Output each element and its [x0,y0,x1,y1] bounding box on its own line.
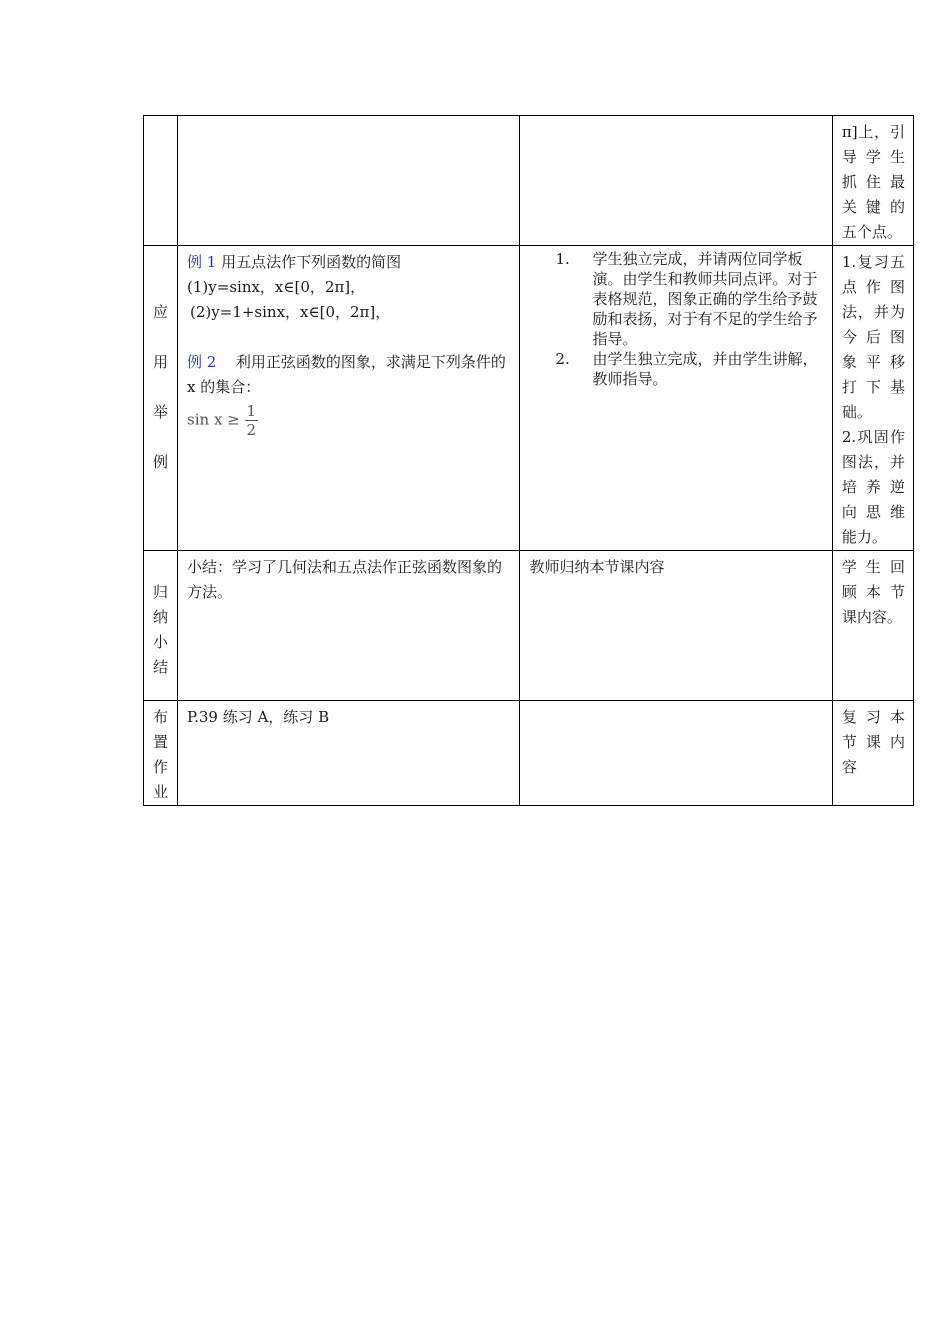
purpose-line: 向 思 维 [841,503,905,521]
activity-cell [520,701,832,806]
purpose-cell [832,551,913,701]
purpose-line: 培 养 逆 [841,478,905,496]
activity-text: 教师归纳本节课内容 [529,558,665,576]
purpose-line: 今 后 图 [841,328,905,346]
table-row-continuation [144,116,914,246]
stage-label-char: 例 [153,453,169,471]
fraction [245,402,259,439]
stage-label-cell [144,116,178,246]
content-cell [178,551,520,701]
table-row-homework [144,701,914,806]
purpose-cell [832,116,913,246]
content-cell [178,116,520,246]
table-row-summary [144,551,914,701]
purpose-line: 图法，并 [841,453,905,471]
stage-label-char: 布 [153,708,169,726]
purpose-line: 点 作 图 [841,278,905,296]
example-2-heading [187,350,511,400]
activity-text [520,701,831,705]
purpose-cell [832,246,913,551]
purpose-line: 节 课 内 [841,733,905,751]
stage-label-char: 置 [153,733,169,751]
fraction-numerator: 1 [246,402,257,420]
purpose-line: π]上，引 [841,123,905,141]
purpose-line: 2.巩固作 [841,428,905,446]
purpose-cell [832,701,913,806]
purpose-line: 学 生 回 [841,558,905,576]
inequality-lhs: sin x ≥ [187,410,240,429]
stage-label-char: 举 [153,403,169,421]
fraction-denominator: 2 [246,421,257,439]
stage-label-char: 用 [153,353,169,371]
activity-cell [520,551,832,701]
purpose-line: 象 平 移 [841,353,905,371]
stage-label-char: 作 [153,758,169,776]
list-item-text: 学生独立完成，并请两位同学板演。由学生和教师共同点评。对于表格规范，图象正确的学生给予鼓励和表扬，对于有不足的学生给予指导。 [592,250,818,348]
example-1-text: 用五点法作下列函数的简图 [221,253,402,271]
stage-label-cell [144,246,178,551]
activity-cell [520,246,832,551]
inequality [187,402,511,439]
stage-label-char: 小 [153,633,169,651]
stage-label-char: 归 [153,583,169,601]
homework-text: P.39 练习 A，练习 B [187,708,330,726]
example-1-tag: 例 1 [187,253,217,271]
list-item-number: 1. [555,250,570,268]
purpose-line: 关 键 的 [841,198,905,216]
purpose-line: 础。 [841,403,872,421]
stage-label-char: 业 [153,783,169,801]
example-2-text: 利用正弦函数的图象，求满足下列条件的 x 的集合： [187,353,506,396]
example-1-item-1: (1)y=sinx，x∈[0，2π]， [187,278,366,296]
example-1-heading [187,250,511,275]
stage-label-char: 纳 [153,608,169,626]
stage-label-cell [144,551,178,701]
table-row-application-examples [144,246,914,551]
purpose-line: 抓 住 最 [841,173,905,191]
list-item-number: 2. [555,350,570,368]
stage-label-char: 结 [153,658,169,676]
purpose-line: 课内容。 [841,608,902,626]
example-1-item-2: (2)y=1+sinx，x∈[0，2π]， [190,303,391,321]
stage-label-cell [144,701,178,806]
purpose-line: 顾 本 节 [841,583,905,601]
purpose-line: 容 [841,758,857,776]
example-2-tag: 例 2 [187,353,217,371]
activity-cell [520,116,832,246]
purpose-line: 五个点。 [841,223,902,241]
purpose-line: 打 下 基 [841,378,905,396]
purpose-line: 1.复习五 [841,253,905,271]
list-item [520,349,823,389]
list-item [520,249,823,349]
stage-label-char: 应 [153,303,169,321]
purpose-line: 能力。 [841,528,887,546]
purpose-line: 复 习 本 [841,708,905,726]
purpose-line: 法，并为 [841,303,905,321]
content-cell [178,246,520,551]
list-item-text: 由学生独立完成，并由学生讲解，教师指导。 [592,350,818,388]
purpose-line: 导 学 生 [841,148,905,166]
activity-list [520,246,831,389]
lesson-plan-table [143,115,914,806]
summary-text: 小结：学习了几何法和五点法作正弦函数图象的方法。 [187,558,503,601]
content-cell [178,701,520,806]
